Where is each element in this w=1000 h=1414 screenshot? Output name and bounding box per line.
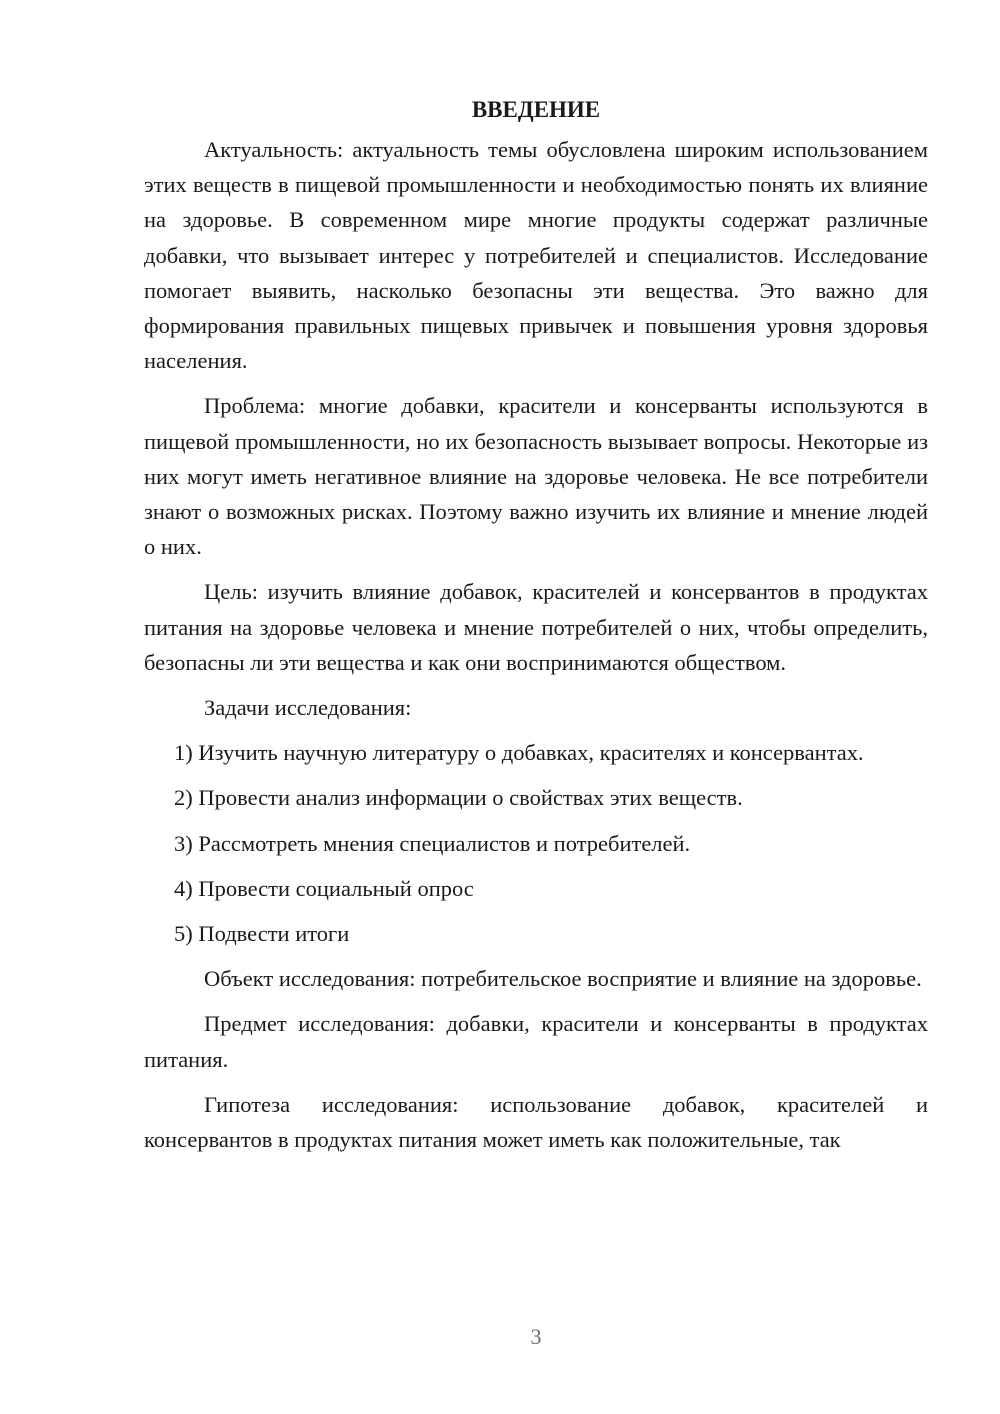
section-heading: ВВЕДЕНИЕ bbox=[471, 97, 601, 122]
paragraph-goal: Цель: изучить влияние добавок, красителей и консервантов в продуктах питания на здоровье человека и мнение потребителей о них, чтобы определить, безопасны ли эти вещества и как они воспринимаются обществом. bbox=[144, 579, 928, 675]
paragraph-problem: Проблема: многие добавки, красители и консерванты используются в пищевой промышленности, но их безопасность вызывает вопросы. Некоторые из них могут иметь негативное влияние на здоровье человека. Не все потребители знают о возможных рисках. Поэтому важно изучить их влияние и мнение людей о них. bbox=[144, 393, 928, 560]
page-number: 3 bbox=[530, 1324, 542, 1349]
task-item-1: 1) Изучить научную литературу о добавках, красителях и консервантах. bbox=[174, 740, 864, 766]
paragraph-hypothesis: Гипотеза исследования: использование добавок, красителей и консервантов в продуктах питания может иметь как положительные, так bbox=[144, 1091, 928, 1153]
document-page bbox=[144, 92, 928, 1167]
task-item-4: 4) Провести социальный опрос bbox=[174, 875, 474, 901]
tasks-list bbox=[144, 735, 928, 951]
paragraph-subject: Предмет исследования: добавки, красители и консерванты в продуктах питания. bbox=[144, 1011, 928, 1072]
task-item-2: 2) Провести анализ информации о свойствах этих веществ. bbox=[174, 785, 743, 811]
paragraph-relevance: Актуальность: актуальность темы обусловлена широким использованием этих веществ в пищевой промышленности и необходимостью понять их влияние на здоровье. В современном мире многие продукты содержат различные добавки, что вызывает интерес у потребителей и специалистов. Исследование помогает выявить, насколько безопасны эти вещества. Это важно для формирования правильных пищевых привычек и повышения уровня здоровья населения. bbox=[144, 137, 928, 374]
task-item-3: 3) Рассмотреть мнения специалистов и потребителей. bbox=[174, 830, 691, 856]
paragraph-object: Объект исследования: потребительское восприятие и влияние на здоровье. bbox=[204, 966, 922, 992]
tasks-title: Задачи исследования: bbox=[204, 695, 412, 721]
task-item-5: 5) Подвести итоги bbox=[174, 921, 350, 947]
